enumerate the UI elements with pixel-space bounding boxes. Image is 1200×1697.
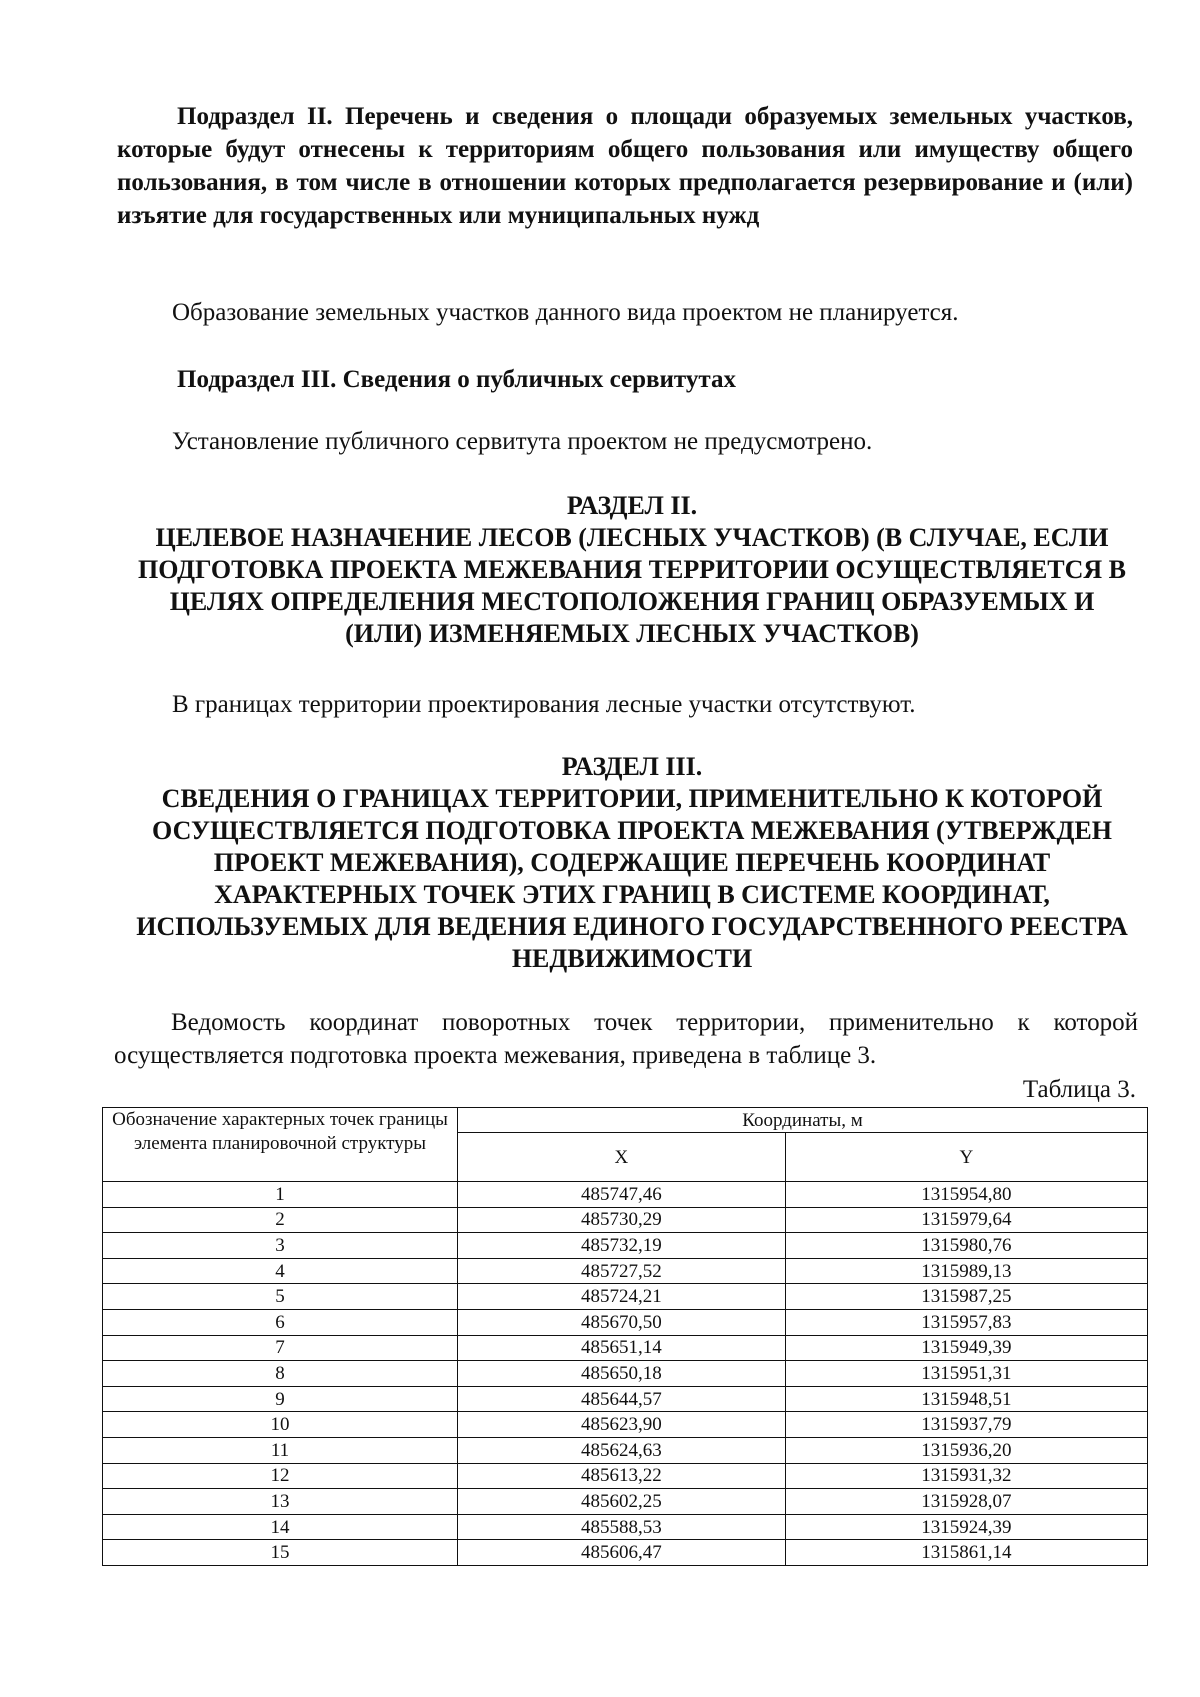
point-number-cell: 1 — [103, 1182, 458, 1208]
x-coordinate-cell: 485651,14 — [458, 1335, 786, 1361]
header-y: Y — [785, 1133, 1147, 1182]
point-number-cell: 4 — [103, 1258, 458, 1284]
point-number-cell: 9 — [103, 1386, 458, 1412]
table-row — [103, 1412, 1148, 1438]
section-2-text: В границах территории проектирования лесные участки отсутствуют. — [172, 691, 916, 718]
table-row — [103, 1309, 1148, 1335]
header-coordinates: Координаты, м — [458, 1108, 1148, 1133]
point-number-cell: 10 — [103, 1412, 458, 1438]
section-2-number: РАЗДЕЛ II. — [566, 491, 698, 520]
point-number-cell: 15 — [103, 1540, 458, 1566]
y-coordinate-cell: 1315928,07 — [785, 1489, 1147, 1515]
y-coordinate-cell: 1315924,39 — [785, 1514, 1147, 1540]
table-row — [103, 1489, 1148, 1515]
x-coordinate-cell: 485613,22 — [458, 1463, 786, 1489]
y-coordinate-cell: 1315949,39 — [785, 1335, 1147, 1361]
section-2-subtitle: ЦЕЛЕВОЕ НАЗНАЧЕНИЕ ЛЕСОВ (ЛЕСНЫХ УЧАСТКОВ) (В СЛУЧАЕ, ЕСЛИ ПОДГОТОВКА ПРОЕКТА МЕЖЕВАНИЯ ТЕРРИТОРИИ ОСУЩЕСТВЛЯЕТСЯ В ЦЕЛЯХ ОПРЕДЕЛЕНИЯ МЕСТОПОЛОЖЕНИЯ ГРАНИЦ ОБРАЗУЕМЫХ И (ИЛИ) ИЗМЕНЯЕМЫХ ЛЕСНЫХ УЧАСТКОВ) — [137, 523, 1127, 648]
x-coordinate-cell: 485650,18 — [458, 1361, 786, 1387]
y-coordinate-cell: 1315951,31 — [785, 1361, 1147, 1387]
subsection-2-text: Образование земельных участков данного вида проектом не планируется. — [172, 299, 959, 326]
x-coordinate-cell: 485727,52 — [458, 1258, 786, 1284]
table-row — [103, 1361, 1148, 1387]
x-coordinate-cell: 485747,46 — [458, 1182, 786, 1208]
y-coordinate-cell: 1315937,79 — [785, 1412, 1147, 1438]
x-coordinate-cell: 485624,63 — [458, 1437, 786, 1463]
x-coordinate-cell: 485588,53 — [458, 1514, 786, 1540]
point-number-cell: 12 — [103, 1463, 458, 1489]
table-row — [103, 1258, 1148, 1284]
subsection-3-heading: Подраздел III. Сведения о публичных сервитутах — [177, 366, 736, 393]
point-number-cell: 3 — [103, 1233, 458, 1259]
section-2-title — [112, 490, 1152, 650]
point-number-cell: 8 — [103, 1361, 458, 1387]
header-point-label: Обозначение характерных точек границы элемента планировочной структуры — [103, 1108, 458, 1182]
y-coordinate-cell: 1315957,83 — [785, 1309, 1147, 1335]
section-3-title — [122, 751, 1142, 975]
y-coordinate-cell: 1315989,13 — [785, 1258, 1147, 1284]
table-row — [103, 1437, 1148, 1463]
y-coordinate-cell: 1315861,14 — [785, 1540, 1147, 1566]
section-3-subtitle: СВЕДЕНИЯ О ГРАНИЦАХ ТЕРРИТОРИИ, ПРИМЕНИТЕЛЬНО К КОТОРОЙ ОСУЩЕСТВЛЯЕТСЯ ПОДГОТОВКА ПРОЕКТА МЕЖЕВАНИЯ (УТВЕРЖДЕН ПРОЕКТ МЕЖЕВАНИЯ), СОДЕРЖАЩИЕ ПЕРЕЧЕНЬ КООРДИНАТ ХАРАКТЕРНЫХ ТОЧЕК ЭТИХ ГРАНИЦ В СИСТЕМЕ КООРДИНАТ, ИСПОЛЬЗУЕМЫХ ДЛЯ ВЕДЕНИЯ ЕДИНОГО ГОСУДАРСТВЕННОГО РЕЕСТРА НЕДВИЖИМОСТИ — [136, 784, 1128, 973]
point-number-cell: 6 — [103, 1309, 458, 1335]
table-row — [103, 1514, 1148, 1540]
point-number-cell: 14 — [103, 1514, 458, 1540]
subsection-2-heading: Подраздел II. Перечень и сведения о площади образуемых земельных участков, которые будут отнесены к территориям общего пользования или имуществу общего пользования, в том числе в отношении которых предполагается резервирование и (или) изъятие для государственных или муниципальных нужд — [117, 103, 1133, 229]
table-row — [103, 1335, 1148, 1361]
table-row — [103, 1386, 1148, 1412]
section-3-intro: Ведомость координат поворотных точек территории, применительно к которой осуществляется подготовка проекта межевания, приведена в таблице 3. — [114, 1009, 1138, 1069]
table-row — [103, 1540, 1148, 1566]
y-coordinate-cell: 1315979,64 — [785, 1207, 1147, 1233]
section-3-number: РАЗДЕЛ III. — [561, 752, 703, 781]
table-row — [103, 1284, 1148, 1310]
x-coordinate-cell: 485670,50 — [458, 1309, 786, 1335]
y-coordinate-cell: 1315987,25 — [785, 1284, 1147, 1310]
table-row — [103, 1182, 1148, 1208]
table-row — [103, 1233, 1148, 1259]
y-coordinate-cell: 1315954,80 — [785, 1182, 1147, 1208]
x-coordinate-cell: 485732,19 — [458, 1233, 786, 1259]
header-x: X — [458, 1133, 786, 1182]
point-number-cell: 7 — [103, 1335, 458, 1361]
x-coordinate-cell: 485623,90 — [458, 1412, 786, 1438]
y-coordinate-cell: 1315931,32 — [785, 1463, 1147, 1489]
x-coordinate-cell: 485724,21 — [458, 1284, 786, 1310]
table-row — [103, 1207, 1148, 1233]
point-number-cell: 13 — [103, 1489, 458, 1515]
x-coordinate-cell: 485730,29 — [458, 1207, 786, 1233]
point-number-cell: 11 — [103, 1437, 458, 1463]
x-coordinate-cell: 485606,47 — [458, 1540, 786, 1566]
point-number-cell: 5 — [103, 1284, 458, 1310]
subsection-3-text: Установление публичного сервитута проектом не предусмотрено. — [172, 428, 873, 455]
coordinates-table — [102, 1107, 1148, 1566]
y-coordinate-cell: 1315948,51 — [785, 1386, 1147, 1412]
y-coordinate-cell: 1315980,76 — [785, 1233, 1147, 1259]
point-number-cell: 2 — [103, 1207, 458, 1233]
y-coordinate-cell: 1315936,20 — [785, 1437, 1147, 1463]
x-coordinate-cell: 485602,25 — [458, 1489, 786, 1515]
table-row — [103, 1463, 1148, 1489]
x-coordinate-cell: 485644,57 — [458, 1386, 786, 1412]
table-caption: Таблица 3. — [1022, 1076, 1136, 1103]
